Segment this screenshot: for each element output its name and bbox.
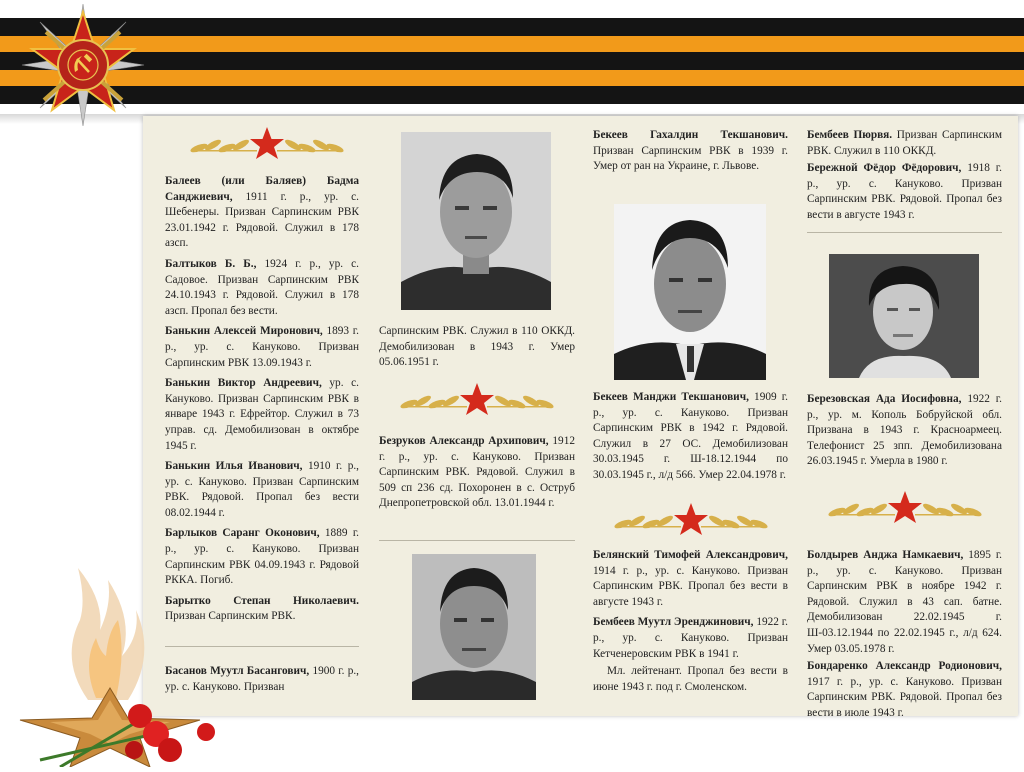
entry-bankin-ilya: Банькин Илья Иванович, 1910 г. р., ур. с. Кануково. Призван Сарпинским РВК. Рядовой. Пропал без вести 08.02.1944 г. (165, 460, 359, 519)
star-wreath-icon (187, 126, 347, 162)
entry-boldyrev: Болдырев Анджа Намкаевич, 1895 г. р., ур. с. Кануково. Призван Сарпинским РВК в ноябре 1942 г. Рядовой. Служил в 43 сап. батне. Демобилизован 22.02.1945 г. Ш-03.12.1944 по 22.02.1945 г., л/д 624. Умер 03.05.1978 г. (807, 549, 1002, 655)
entry-bembeev-muutl-rank: Мл. лейтенант. Пропал без вести в июне 1943 г. под г. Смоленском. (593, 665, 788, 693)
entry-bembeev-muutl: Бембеев Муутл Эренджинович, 1922 г. р., ур. с. Кануково. Призван Кетченеровским РВК в 1941 г. (593, 616, 788, 660)
star-wreath-icon (825, 490, 985, 526)
portrait-photo (614, 204, 766, 380)
entry-bekeev-mandzhi: Бекеев Манджи Текшанович, 1909 г. р., ур. с. Кануково. Призван Сарпинским РВК в 1942 г. Рядовой. Служил в 27 ОС. Демобилизован 30.03.1945 г. Ш-18.12.1944 по 30.03.1945 г., л/д 566. Умер 22.04.1978 г. (593, 391, 788, 481)
portrait-photo (412, 554, 536, 700)
memorial-book-page (143, 116, 1018, 719)
entry-bezrukov: Безруков Александр Архипович, 1912 г. р., ур. с. Кануково. Призван Сарпинским РВК. Рядовой. Служил в 509 сп 236 сд. Похоронен в с. Оструб Днепропетровской обл. 13.01.1944 г. (379, 435, 576, 510)
entry-barytko: Барытко Степан Николаевич. Призван Сарпинским РВК. (165, 594, 359, 623)
entry-bankin-viktor: Банькин Виктор Андреевич, ур. с. Кануково. Призван Сарпинским РВК в январе 1943 г. Ефрейтор. Служил в 73 управ. сд. Демобилизован в октябре 1945 г. (165, 377, 359, 452)
entry-berezovskaya: Березовская Ада Иосифовна, 1922 г. р., ур. м. Кополь Бобруйской обл. Призвана в 1943 г. Красноармеец. Телефонист 25 зпп. Демобилизована 26.03.1945 г. Умерла в 1980 г. (807, 393, 1002, 468)
st-george-ribbon (0, 18, 1024, 114)
divider (379, 540, 575, 541)
portrait-photo (829, 254, 979, 378)
entry-barlykov: Барлыков Саранг Оконович, 1889 г. р., ур. с. Кануково. Призван Сарпинским РВК 04.09.1943 г. Рядовой РККА. Погиб. (165, 527, 359, 587)
eternal-flame-icon (0, 560, 230, 767)
portrait-photo (401, 132, 551, 310)
entry-bondarenko: Бондаренко Александр Родионович, 1917 г. р., ур. с. Кануково. Призван Сарпинским РВК. Рядовой. Пропал без вести в июле 1943 г. (807, 660, 1002, 719)
entry-continued: Сарпинским РВК. Служил в 110 ОККД. Демобилизован в 1943 г. Умер 05.06.1951 г. (379, 325, 575, 369)
entry-bekeev-gakhaldin: Бекеев Гахалдин Текшанович. Призван Сарпинским РВК в 1939 г. Умер от ран на Украине, г. Львове. (593, 129, 788, 173)
entry-belyanskiy: Белянский Тимофей Александрович, 1914 г. р., ур. с. Кануково. Призван Сарпинским РВК. Пропал без вести в августе 1943 г. (593, 549, 788, 608)
star-wreath-icon (611, 502, 771, 538)
star-wreath-icon (397, 382, 557, 418)
entry-baleev: Балеев (или Баляев) Бадма Санджиевич, 1911 г. р., ур. с. Шебенеры. Призван Сарпинским РВК 23.01.1942 г. Рядовой. Служил в 178 азсп. (165, 175, 359, 250)
entry-berezhnoy: Бережной Фёдор Фёдорович, 1918 г. р., ур. с. Кануково. Призван Сарпинским РВК. Рядовой. Пропал без вести в августе 1943 г. (807, 162, 1002, 221)
entry-baltykov: Балтыков Б. Б., 1924 г. р., ур. с. Садовое. Призван Сарпинским РВК 24.10.1943 г. Рядовой. Служил в 178 азсп. Пропал без вести. (165, 257, 359, 317)
divider (807, 232, 1002, 233)
entry-bankin-aleksei: Банькин Алексей Миронович, 1893 г. р., ур. с. Кануково. Призван Сарпинским РВК 13.09.1943 г. (165, 325, 359, 369)
entry-basanov: Басанов Муутл Басангович, 1900 г. р., ур. с. Кануково. Призван (165, 665, 360, 693)
entry-bembeev-pyurvya: Бембеев Пюрвя. Призван Сарпинским РВК. Служил в 110 ОККД. (807, 129, 1002, 157)
order-patriotic-war-icon (20, 2, 146, 128)
